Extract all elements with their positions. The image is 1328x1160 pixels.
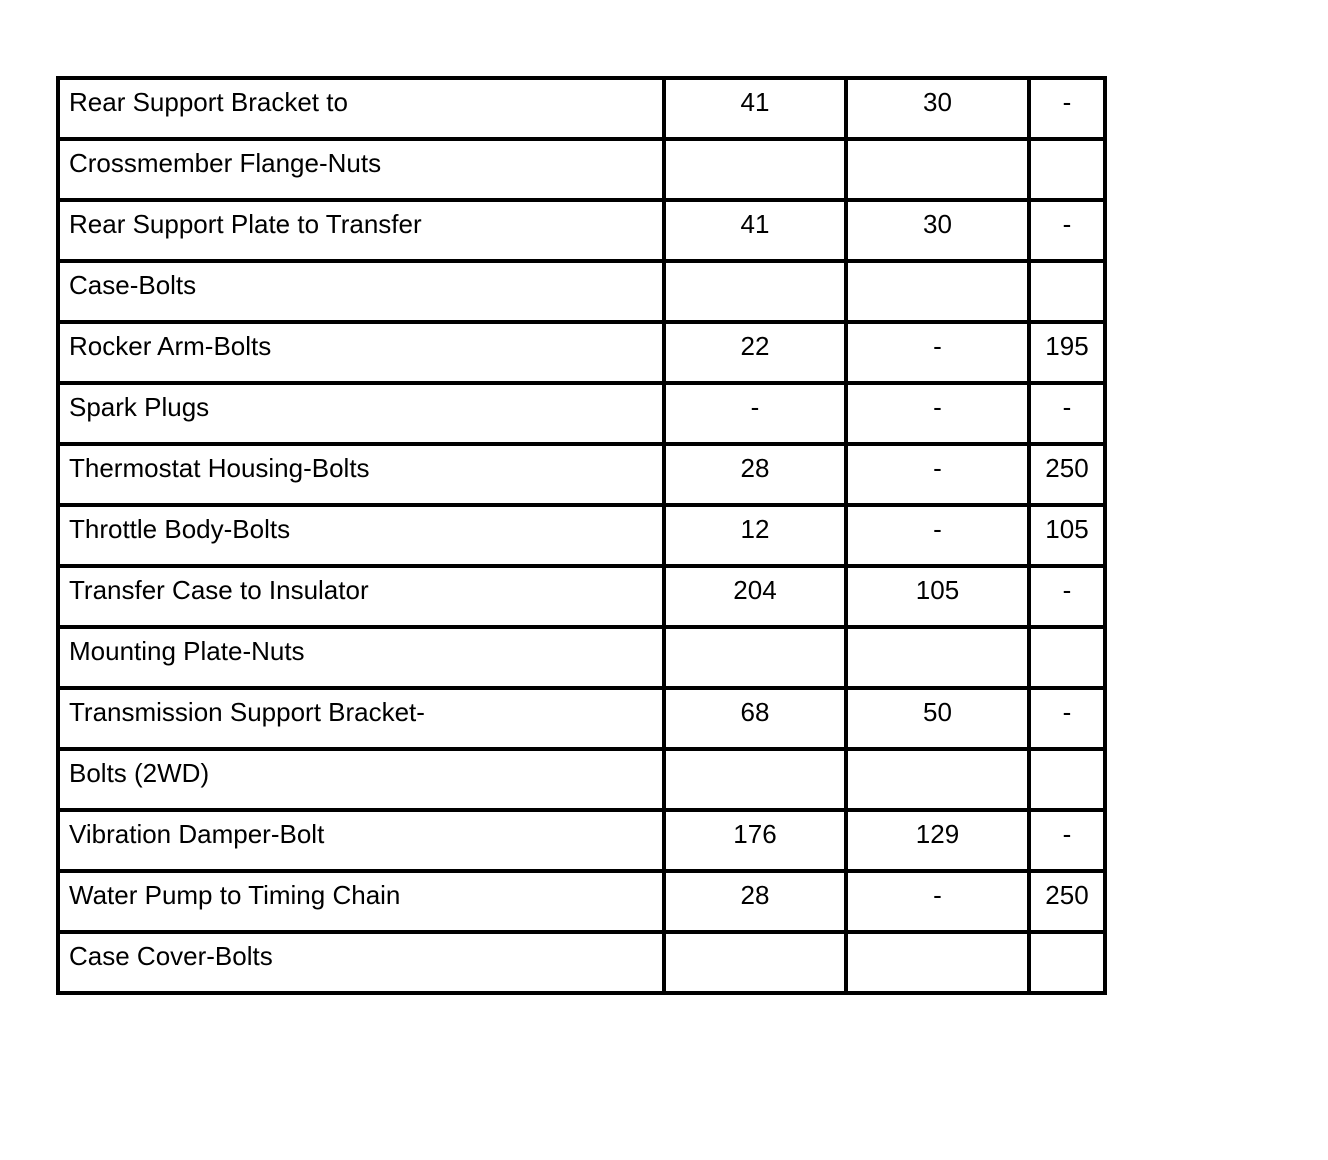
table-row: [58, 78, 1105, 139]
newton-meters-cell: [664, 810, 846, 871]
newton-meters-cell-text: 41: [740, 209, 770, 239]
newton-meters-cell-text: 28: [740, 880, 770, 910]
foot-pounds-cell-text: -: [933, 453, 942, 483]
description-cell: [58, 688, 664, 749]
foot-pounds-cell-text: 50: [923, 697, 952, 727]
description-cell-text: Spark Plugs: [69, 392, 210, 422]
inch-pounds-cell: [1029, 383, 1105, 444]
inch-pounds-cell: [1029, 444, 1105, 505]
foot-pounds-cell: [846, 261, 1029, 322]
newton-meters-cell: [664, 505, 846, 566]
table-row: [58, 688, 1105, 749]
inch-pounds-cell-text: 105: [1045, 514, 1089, 544]
foot-pounds-cell: [846, 505, 1029, 566]
description-cell-text: Rear Support Plate to Transfer: [69, 209, 422, 239]
inch-pounds-cell: [1029, 78, 1105, 139]
description-cell: [58, 200, 664, 261]
inch-pounds-cell: [1029, 139, 1105, 200]
inch-pounds-cell-text: -: [1062, 209, 1072, 239]
description-cell-text: Bolts (2WD): [69, 758, 210, 788]
table-row: [58, 505, 1105, 566]
table-row: [58, 322, 1105, 383]
inch-pounds-cell: [1029, 505, 1105, 566]
newton-meters-cell: [664, 871, 846, 932]
table-row: [58, 749, 1105, 810]
inch-pounds-cell-text: [1031, 934, 1103, 941]
newton-meters-cell-text: [666, 141, 844, 148]
foot-pounds-cell-text: [848, 934, 1027, 941]
table-row: [58, 566, 1105, 627]
description-cell: [58, 627, 664, 688]
foot-pounds-cell: [846, 383, 1029, 444]
newton-meters-cell: [664, 322, 846, 383]
foot-pounds-cell-text: 30: [923, 209, 952, 239]
inch-pounds-cell: [1029, 322, 1105, 383]
inch-pounds-cell-text: [1031, 141, 1103, 148]
inch-pounds-cell-text: 250: [1045, 453, 1089, 483]
newton-meters-cell: [664, 444, 846, 505]
newton-meters-cell: [664, 749, 846, 810]
description-cell: [58, 505, 664, 566]
description-cell-text: Water Pump to Timing Chain: [69, 880, 401, 910]
description-cell: [58, 566, 664, 627]
inch-pounds-cell: [1029, 810, 1105, 871]
foot-pounds-cell: [846, 688, 1029, 749]
inch-pounds-cell-text: -: [1062, 392, 1072, 422]
inch-pounds-cell: [1029, 871, 1105, 932]
inch-pounds-cell-text: -: [1062, 87, 1072, 117]
foot-pounds-cell: [846, 627, 1029, 688]
newton-meters-cell: [664, 383, 846, 444]
foot-pounds-cell: [846, 932, 1029, 993]
table-row: [58, 627, 1105, 688]
inch-pounds-cell: [1029, 627, 1105, 688]
foot-pounds-cell: [846, 78, 1029, 139]
newton-meters-cell: [664, 932, 846, 993]
foot-pounds-cell-text: -: [933, 514, 942, 544]
description-cell-text: Case-Bolts: [69, 270, 197, 300]
description-cell: [58, 749, 664, 810]
newton-meters-cell-text: -: [750, 392, 760, 422]
newton-meters-cell-text: 12: [740, 514, 770, 544]
foot-pounds-cell: [846, 871, 1029, 932]
newton-meters-cell-text: 22: [740, 331, 770, 361]
newton-meters-cell: [664, 261, 846, 322]
foot-pounds-cell-text: 105: [915, 575, 960, 605]
table-row: [58, 383, 1105, 444]
table-row: [58, 871, 1105, 932]
newton-meters-cell: [664, 200, 846, 261]
description-cell: [58, 810, 664, 871]
torque-spec-table: [56, 76, 1107, 995]
newton-meters-cell: [664, 139, 846, 200]
foot-pounds-cell: [846, 566, 1029, 627]
foot-pounds-cell-text: -: [933, 331, 942, 361]
table-row: [58, 261, 1105, 322]
inch-pounds-cell-text: 195: [1045, 331, 1089, 361]
description-cell: [58, 322, 664, 383]
inch-pounds-cell-text: -: [1062, 697, 1072, 727]
newton-meters-cell-text: 28: [740, 453, 770, 483]
newton-meters-cell-text: [666, 934, 844, 941]
newton-meters-cell-text: 176: [733, 819, 777, 849]
description-cell-text: Case Cover-Bolts: [69, 941, 273, 971]
newton-meters-cell: [664, 78, 846, 139]
inch-pounds-cell-text: [1031, 751, 1103, 758]
newton-meters-cell-text: [666, 751, 844, 758]
foot-pounds-cell-text: -: [933, 880, 942, 910]
newton-meters-cell: [664, 627, 846, 688]
description-cell: [58, 932, 664, 993]
table-row: [58, 444, 1105, 505]
description-cell-text: Rocker Arm-Bolts: [69, 331, 272, 361]
newton-meters-cell-text: 41: [740, 87, 770, 117]
newton-meters-cell-text: [666, 263, 844, 270]
foot-pounds-cell-text: [848, 629, 1027, 636]
newton-meters-cell: [664, 566, 846, 627]
table-body: [58, 78, 1105, 993]
inch-pounds-cell: [1029, 749, 1105, 810]
inch-pounds-cell: [1029, 566, 1105, 627]
foot-pounds-cell: [846, 810, 1029, 871]
description-cell-text: Throttle Body-Bolts: [69, 514, 291, 544]
foot-pounds-cell: [846, 200, 1029, 261]
table-row: [58, 139, 1105, 200]
inch-pounds-cell: [1029, 200, 1105, 261]
description-cell: [58, 261, 664, 322]
description-cell-text: Transfer Case to Insulator: [69, 575, 369, 605]
inch-pounds-cell-text: [1031, 629, 1103, 636]
inch-pounds-cell-text: 250: [1045, 880, 1089, 910]
inch-pounds-cell: [1029, 688, 1105, 749]
foot-pounds-cell: [846, 444, 1029, 505]
inch-pounds-cell: [1029, 261, 1105, 322]
foot-pounds-cell-text: 129: [915, 819, 960, 849]
foot-pounds-cell-text: [848, 141, 1027, 148]
foot-pounds-cell-text: 30: [923, 87, 952, 117]
description-cell-text: Rear Support Bracket to: [69, 87, 348, 117]
inch-pounds-cell-text: -: [1062, 819, 1072, 849]
description-cell-text: Mounting Plate-Nuts: [69, 636, 305, 666]
table-row: [58, 932, 1105, 993]
description-cell: [58, 139, 664, 200]
newton-meters-cell-text: 68: [740, 697, 770, 727]
newton-meters-cell: [664, 688, 846, 749]
inch-pounds-cell-text: -: [1062, 575, 1072, 605]
table-row: [58, 810, 1105, 871]
foot-pounds-cell-text: -: [933, 392, 942, 422]
foot-pounds-cell: [846, 139, 1029, 200]
inch-pounds-cell-text: [1031, 263, 1103, 270]
newton-meters-cell-text: [666, 629, 844, 636]
table-row: [58, 200, 1105, 261]
foot-pounds-cell-text: [848, 751, 1027, 758]
foot-pounds-cell: [846, 322, 1029, 383]
description-cell-text: Vibration Damper-Bolt: [69, 819, 325, 849]
description-cell: [58, 444, 664, 505]
description-cell-text: Crossmember Flange-Nuts: [69, 148, 382, 178]
description-cell: [58, 871, 664, 932]
description-cell-text: Transmission Support Bracket-: [69, 697, 425, 727]
description-cell: [58, 383, 664, 444]
foot-pounds-cell: [846, 749, 1029, 810]
foot-pounds-cell-text: [848, 263, 1027, 270]
inch-pounds-cell: [1029, 932, 1105, 993]
description-cell-text: Thermostat Housing-Bolts: [69, 453, 370, 483]
description-cell: [58, 78, 664, 139]
newton-meters-cell-text: 204: [733, 575, 777, 605]
